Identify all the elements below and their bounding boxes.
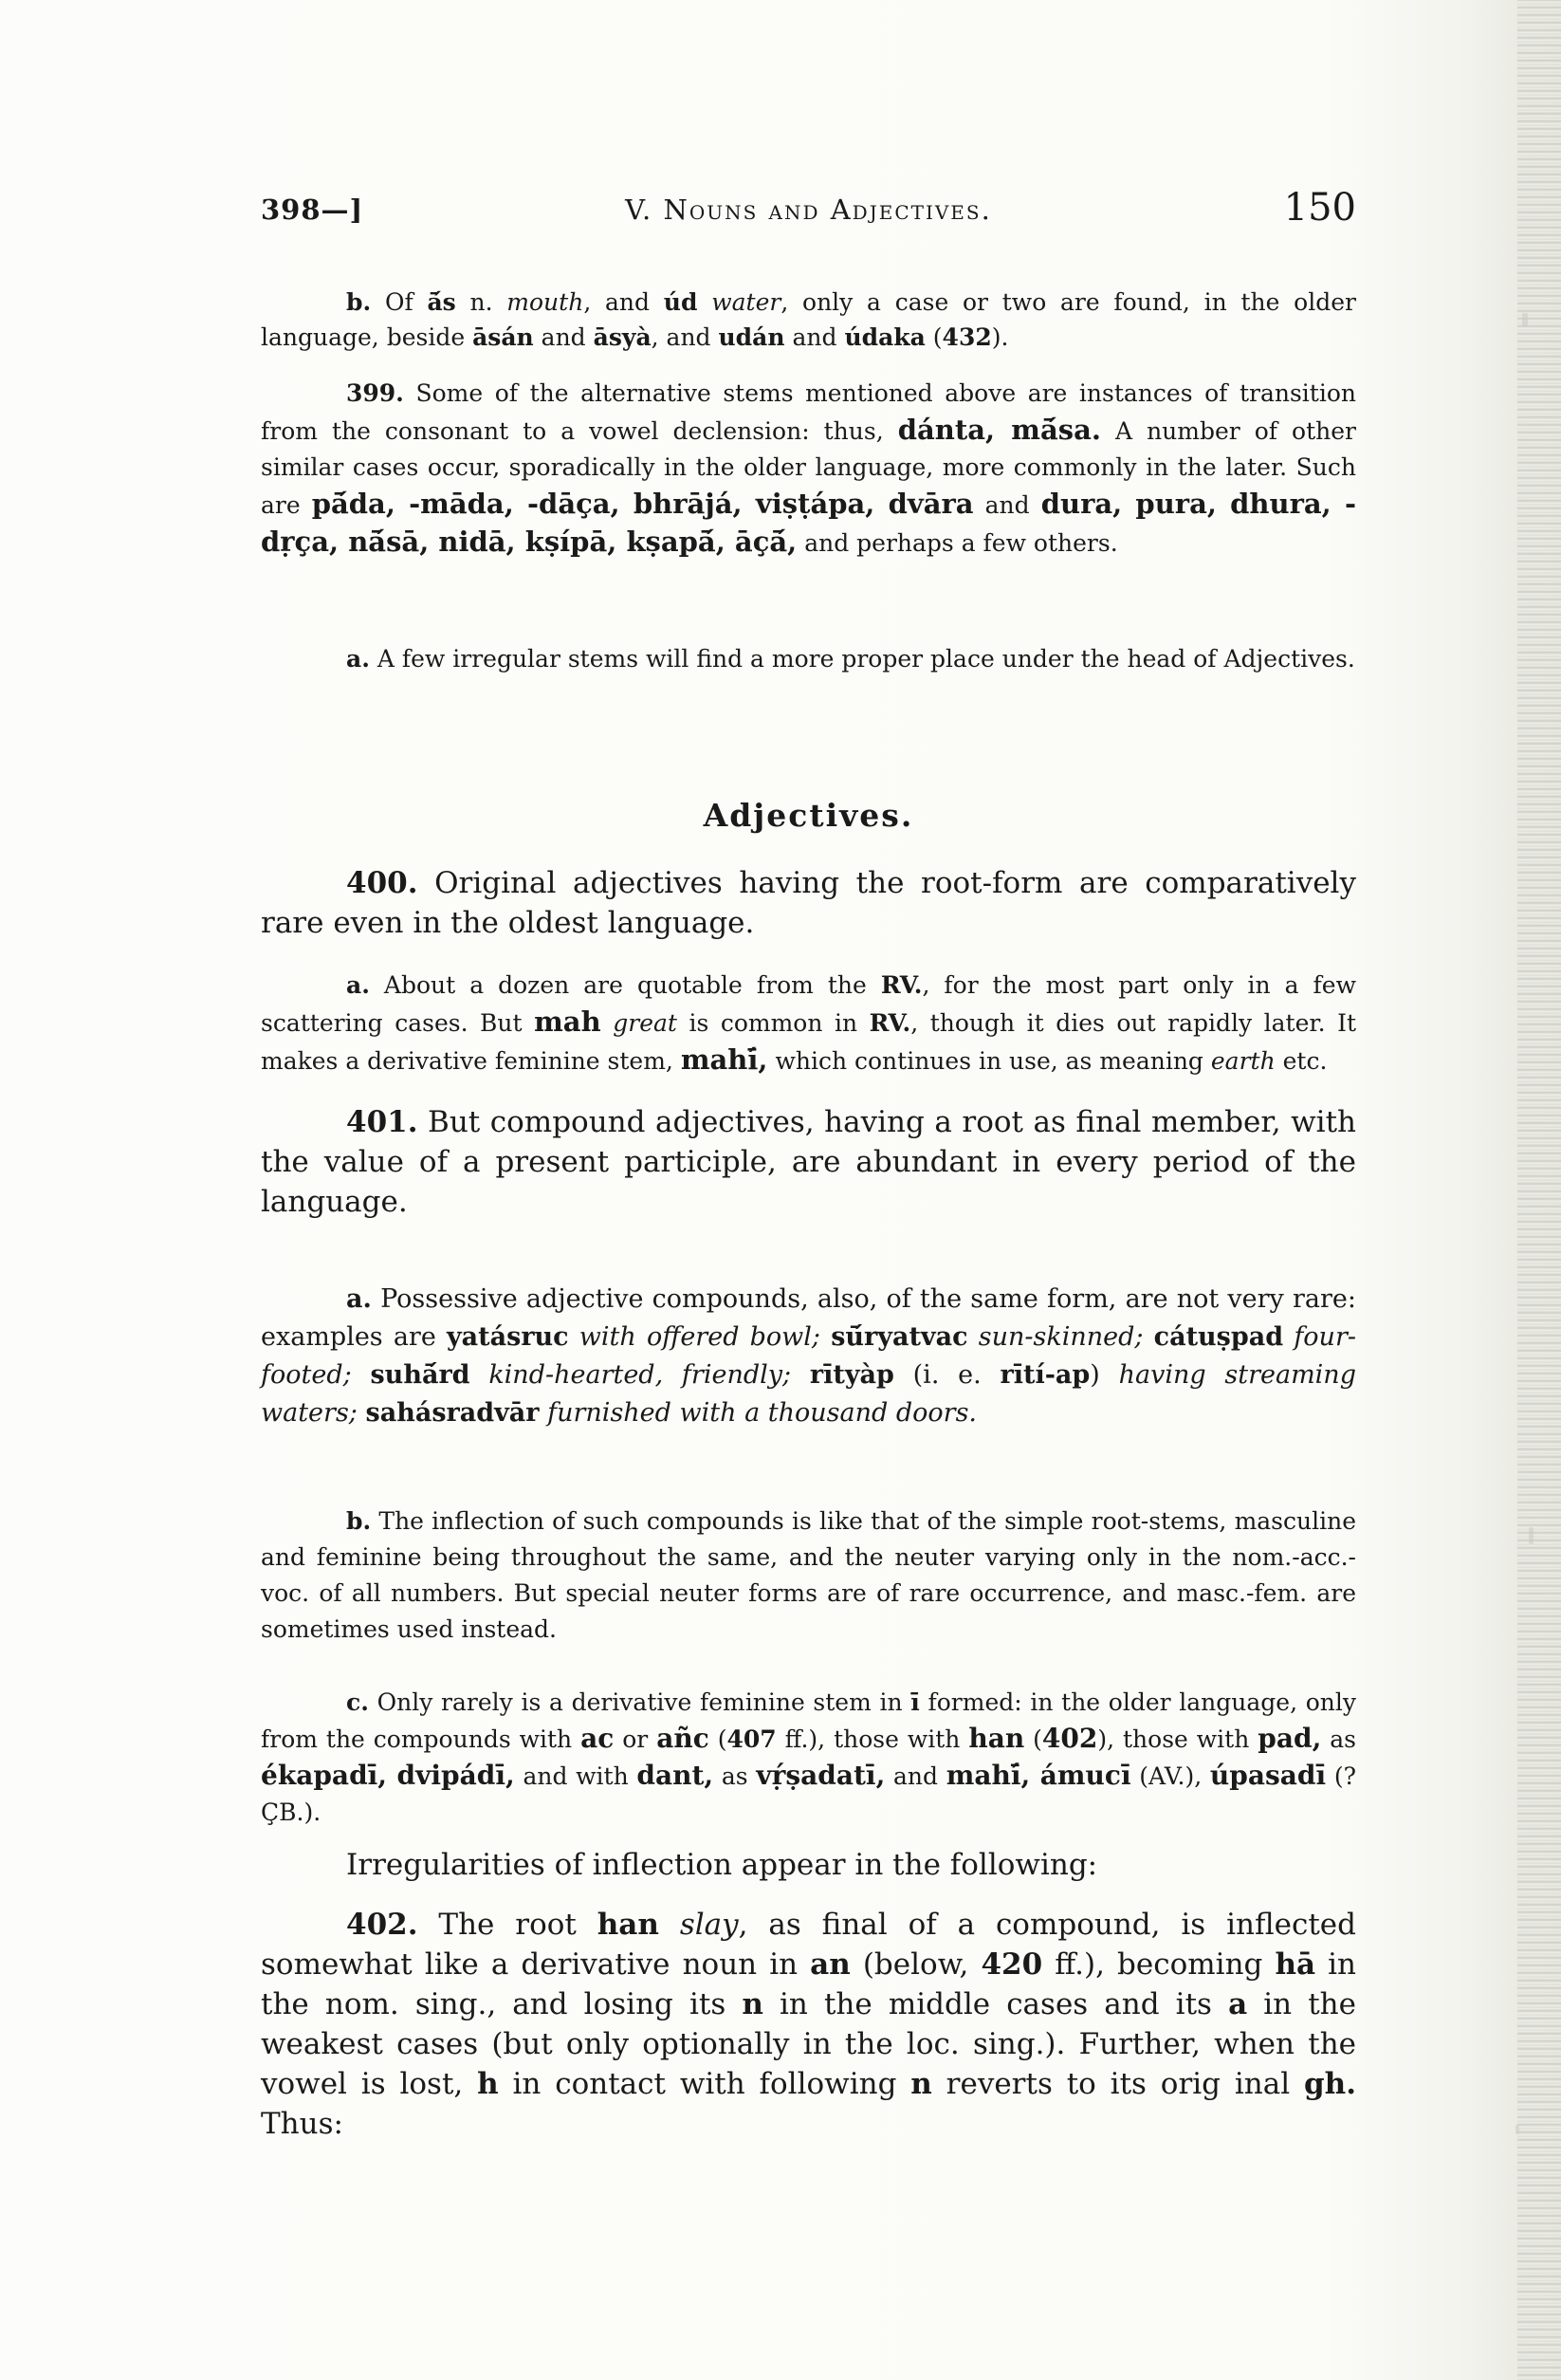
paragraph-399a: a. A few irregular stems will find a more proper place under the head of Adjectives. <box>346 645 1355 673</box>
paragraph-irregularities: Irregularities of inflection appear in the following: <box>346 1848 1098 1882</box>
paragraph-number: 402. <box>346 1908 418 1942</box>
paragraph-401a: a. Possessive adjective compounds, also, of the same form, are not very rare: examples are yatásruc with offered bowl; sū́ryatvac sun-skinned; cátuṣpad four-footed; suhā́rd kind-hearted, friendly; rītyàp (i. e. rītí-ap) having streaming waters; sahásradvār furnished with a thousand doors. <box>261 1284 1356 1428</box>
page-number: 150 <box>1283 186 1356 230</box>
paragraph-label: b. <box>346 288 372 316</box>
paragraph-400a: a. About a dozen are quotable from the RV., for the most part only in a few scattering cases. But mah great is common in RV., though it dies out rapidly later. It makes a derivative feminine stem, mahī́, which continues in use, as meaning earth etc. <box>261 971 1357 1076</box>
page-edge-shadow <box>1517 0 1561 2380</box>
paragraph-401c: c. Only rarely is a derivative feminine stem in ī formed: in the older language, only from the compounds with ac or añc (407 ff.), those with han (402), those with pad, as ékapadī, dvipádī, and with dant, as vṛ́ṣadatī, and mahī́, ámucī (AV.), úpasadī (? ÇB.). <box>261 1688 1357 1826</box>
paragraph-number: 399. <box>346 379 404 407</box>
chapter-title: V. Nouns and Adjectives. <box>625 194 992 226</box>
paragraph-label: a. <box>346 1284 372 1314</box>
scan-speck <box>1522 313 1528 326</box>
scan-speck <box>1515 2125 1519 2134</box>
paragraph-label: a. <box>346 971 370 999</box>
paragraph-label: c. <box>346 1688 369 1716</box>
section-heading: Adjectives. <box>703 797 914 834</box>
paragraph-401b: b. The inflection of such compounds is like that of the simple root-stems, masculine and feminine being throughout the same, and the neuter varying only in the nom.-acc.-voc. of all numbers. But special neuter forms are of rare occurrence, and masc.-fem. are sometimes used instead. <box>261 1507 1356 1643</box>
scan-speck <box>1529 1527 1533 1544</box>
paragraph-401: 401. But compound adjectives, having a root as final member, with the value of a present participle, are abundant in every period of the language. <box>261 1105 1356 1219</box>
paragraph-label: a. <box>346 645 370 673</box>
paragraph-398b: b. Of ā́s n. mouth, and úd water, only a case or two are found, in the older language, beside āsán and āsyà, and udán and údaka (432). <box>261 288 1356 351</box>
running-head <box>261 186 1356 239</box>
paragraph-400: 400. Original adjectives having the root-form are comparatively rare even in the oldest language. <box>261 866 1356 940</box>
paragraph-number: 400. <box>346 866 418 900</box>
paragraph-399: 399. Some of the alternative stems mentioned above are instances of transition from the consonant to a vowel declension: thus, dánta, mā́sa. A number of other similar cases occur, sporadically in the older language, more commonly in the later. Such are pā́da, -māda, -dāça, bhrājá, viṣṭápa, dvāra and dura, pura, dhura, -dṛça, nā́sā, nidā, kṣípā, kṣapā́, āçā́, and perhaps a few others. <box>261 379 1356 558</box>
paragraph-number: 401. <box>346 1105 418 1139</box>
paragraph-402: 402. The root han slay, as final of a compound, is inflected somewhat like a derivative noun in an (below, 420 ff.), becoming hā in the nom. sing., and losing its n in the middle cases and its a in the weakest cases (but only optionally in the loc. sing.). Further, when the vowel is lost, h in contact with following n reverts to its orig inal gh. Thus: <box>261 1908 1357 2141</box>
section-range: 398—] <box>261 194 364 226</box>
paragraph-label: b. <box>346 1507 372 1535</box>
